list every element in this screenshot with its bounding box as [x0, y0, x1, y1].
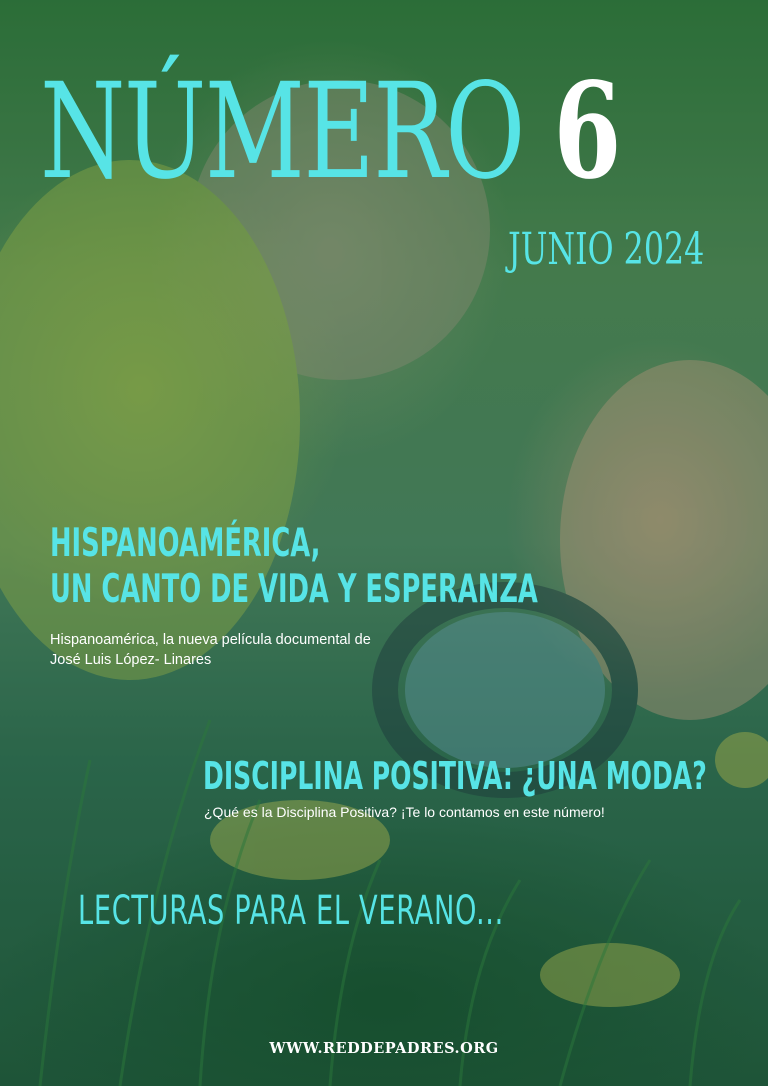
issue-number: 6	[553, 54, 620, 209]
article-1-subtitle-line2: José Luis López- Linares	[50, 652, 212, 668]
article-2-subtitle: ¿Qué es la Disciplina Positiva? ¡Te lo contamos en este número!	[204, 804, 605, 820]
article-1-headline-line2: UN CANTO DE VIDA Y ESPERANZA	[50, 567, 538, 612]
website-url: WWW.REDDEPADRES.ORG	[269, 1040, 499, 1057]
article-3-headline: LECTURAS PARA EL VERANO...	[78, 888, 504, 934]
article-1-subtitle-line1: Hispanoamérica, la nueva película documental de	[50, 632, 371, 648]
issue-title	[40, 54, 620, 209]
article-1-headline-line1: HISPANOAMÉRICA,	[50, 521, 321, 566]
issue-title-word: NÚMERO	[40, 55, 524, 209]
issue-date: JUNIO 2024	[508, 224, 705, 275]
article-2-headline: DISCIPLINA POSITIVA: ¿UNA MODA?	[203, 754, 707, 798]
